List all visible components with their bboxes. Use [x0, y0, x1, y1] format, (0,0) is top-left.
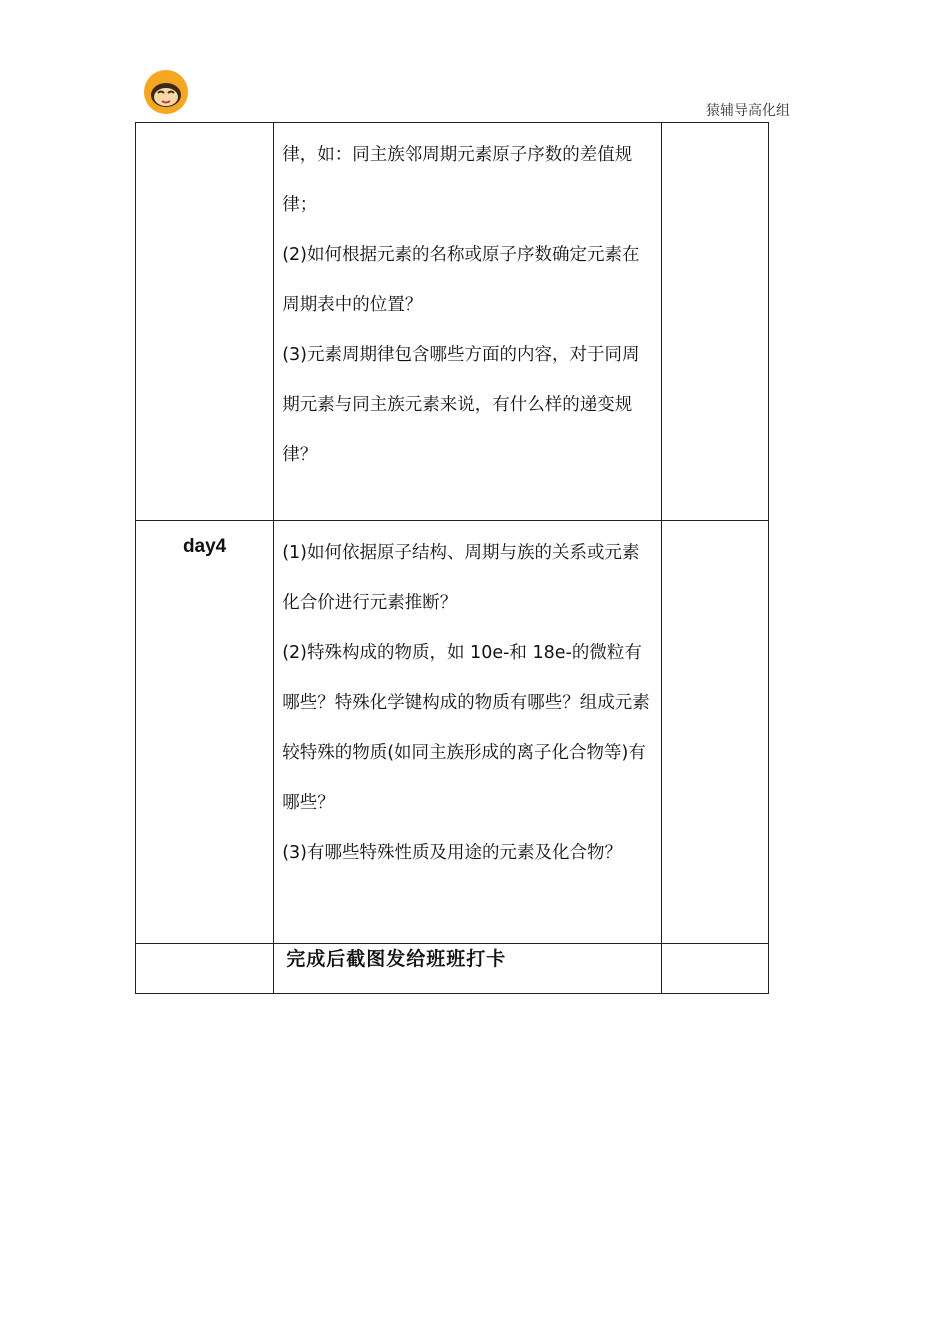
- table-row: [136, 123, 769, 521]
- brand-label: 猿辅导高化组: [706, 103, 790, 119]
- content-line: (2)特殊构成的物质，如 10e-和 18e-的微粒有哪些？特殊化学键构成的物质有哪些？组成元素较特殊的物质(如同主族形成的离子化合物等)有哪些？: [282, 643, 650, 813]
- monkey-logo-icon: [143, 69, 189, 115]
- content-cell: [274, 123, 662, 521]
- content-line: (3)元素周期律包含哪些方面的内容，对于同周期元素与同主族元素来说，有什么样的递变规律？: [282, 345, 640, 465]
- table-row: [136, 944, 769, 994]
- content-cell: [274, 944, 662, 994]
- table-row: [136, 521, 769, 944]
- day-label: [136, 123, 273, 138]
- day-cell: [136, 521, 274, 944]
- day-cell: [136, 123, 274, 521]
- content-cell: [274, 521, 662, 944]
- check-cell: [661, 521, 768, 944]
- day-cell: [136, 944, 274, 994]
- content-line: (3)有哪些特殊性质及用途的元素及化合物？: [282, 843, 622, 863]
- check-cell: [661, 123, 768, 521]
- content-line: 律，如：同主族邻周期元素原子序数的差值规律；: [282, 145, 633, 215]
- content-line: (2)如何根据元素的名称或原子序数确定元素在周期表中的位置？: [282, 245, 640, 315]
- check-cell: [661, 944, 768, 994]
- day-label: day4: [182, 536, 227, 557]
- study-plan-table: [135, 122, 769, 994]
- content-line: (1)如何依据原子结构、周期与族的关系或元素化合价进行元素推断？: [282, 543, 640, 613]
- finish-instruction: 完成后截图发给班班打卡: [286, 948, 507, 970]
